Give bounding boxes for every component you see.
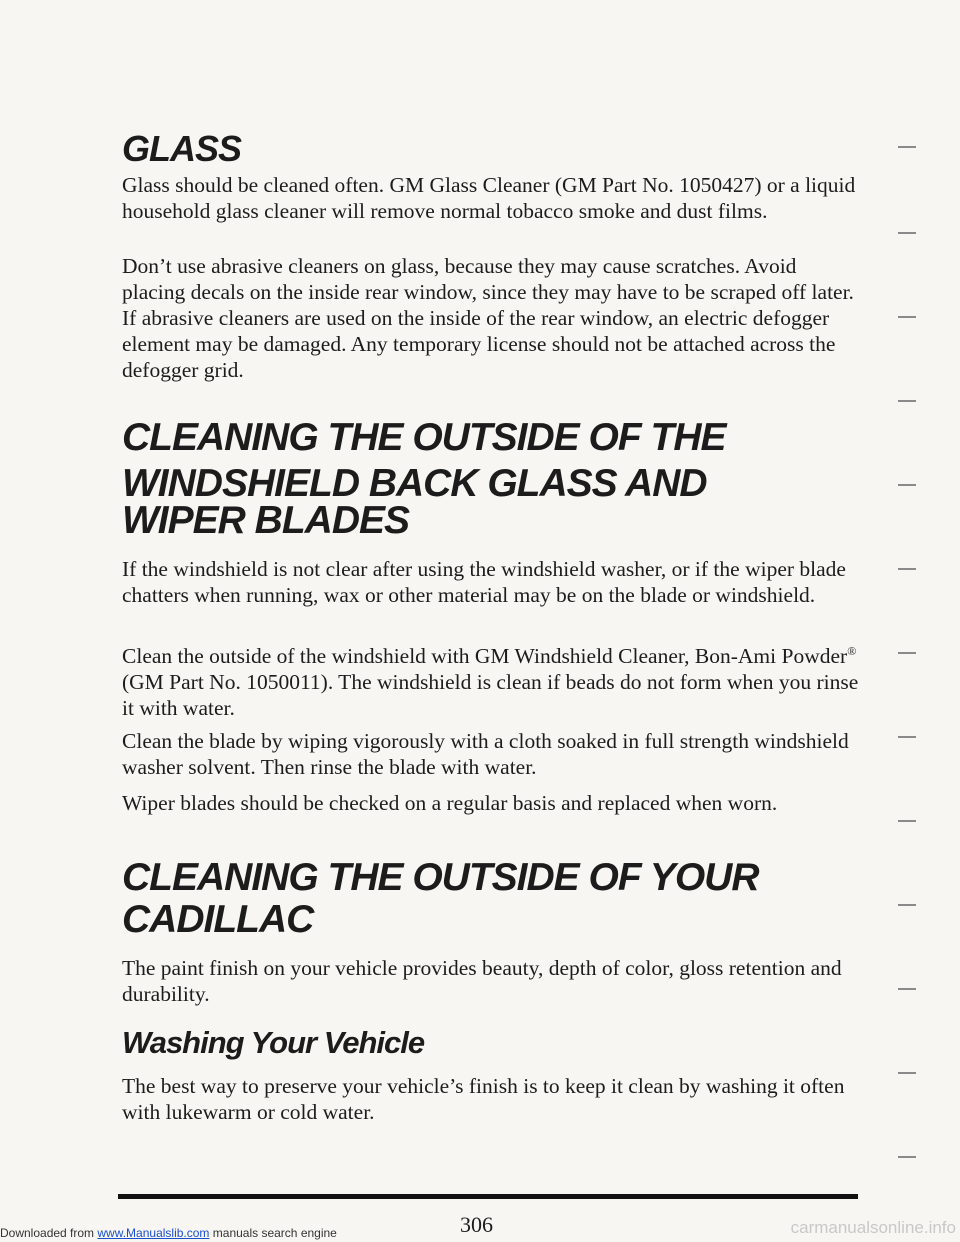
heading-windshield-line-2: WINDSHIELD BACK GLASS AND: [122, 462, 707, 505]
margin-mark: [898, 988, 916, 990]
paragraph-wiper-4: Wiper blades should be checked on a regular basis and replaced when worn.: [122, 791, 778, 815]
paragraph-glass-1: Glass should be cleaned often. GM Glass Cleaner (GM Part No. 1050427) or a liquid household glass cleaner will remove normal tobacco smoke and dust films.: [122, 173, 856, 223]
margin-mark: [898, 232, 916, 234]
paragraph-outside-1: The paint finish on your vehicle provides beauty, depth of color, gloss retention and durability.: [122, 956, 842, 1006]
margin-marks: [880, 140, 950, 1180]
margin-mark: [898, 568, 916, 570]
margin-mark: [898, 820, 916, 822]
heading-outside-line-1: CLEANING THE OUTSIDE OF YOUR: [122, 856, 759, 899]
margin-mark: [898, 736, 916, 738]
footer-rule: [118, 1194, 858, 1199]
download-credit: Downloaded from www.Manualslib.com manuals search engine: [0, 1226, 337, 1240]
heading-washing: Washing Your Vehicle: [122, 1025, 425, 1060]
paragraph-wiper-1: If the windshield is not clear after using the windshield washer, or if the wiper blade chatters when running, wax or other material may be on the blade or windshield.: [122, 557, 846, 607]
paragraph-wiper-3: Clean the blade by wiping vigorously with a cloth soaked in full strength windshield washer solvent. Then rinse the blade with water.: [122, 729, 849, 779]
paragraph-glass-2: Don’t use abrasive cleaners on glass, because they may cause scratches. Avoid placing decals on the inside rear window, since they may have to be scraped off later. If abrasive cleaners are used on the inside of the rear window, an electric defogger element may be damaged. Any temporary license should not be attached across the defogger grid.: [122, 254, 854, 382]
registered-mark: ®: [847, 644, 857, 658]
watermark-text: carmanualsonline.info: [790, 1218, 956, 1237]
margin-mark: [898, 1156, 916, 1158]
paragraph-wiper-2: Clean the outside of the windshield with GM Windshield Cleaner, Bon-Ami Powder® (GM Part No. 1050011). The windshield is clean if beads do not form when you rinse it with water.: [122, 644, 859, 721]
margin-mark: [898, 146, 916, 148]
paragraph-washing-1: The best way to preserve your vehicle’s finish is to keep it clean by washing it often with lukewarm or cold water.: [122, 1074, 845, 1124]
heading-outside-line-2: CADILLAC: [122, 898, 314, 941]
margin-mark: [898, 904, 916, 906]
heading-windshield-line-1: CLEANING THE OUTSIDE OF THE: [122, 416, 726, 459]
heading-windshield-line-3: WIPER BLADES: [122, 499, 410, 542]
page-number: 306: [460, 1212, 493, 1237]
margin-mark: [898, 1072, 916, 1074]
manualslib-link[interactable]: www.Manualslib.com: [97, 1226, 210, 1240]
margin-mark: [898, 652, 916, 654]
margin-mark: [898, 400, 916, 402]
margin-mark: [898, 484, 916, 486]
margin-mark: [898, 316, 916, 318]
heading-glass: GLASS: [122, 128, 242, 169]
